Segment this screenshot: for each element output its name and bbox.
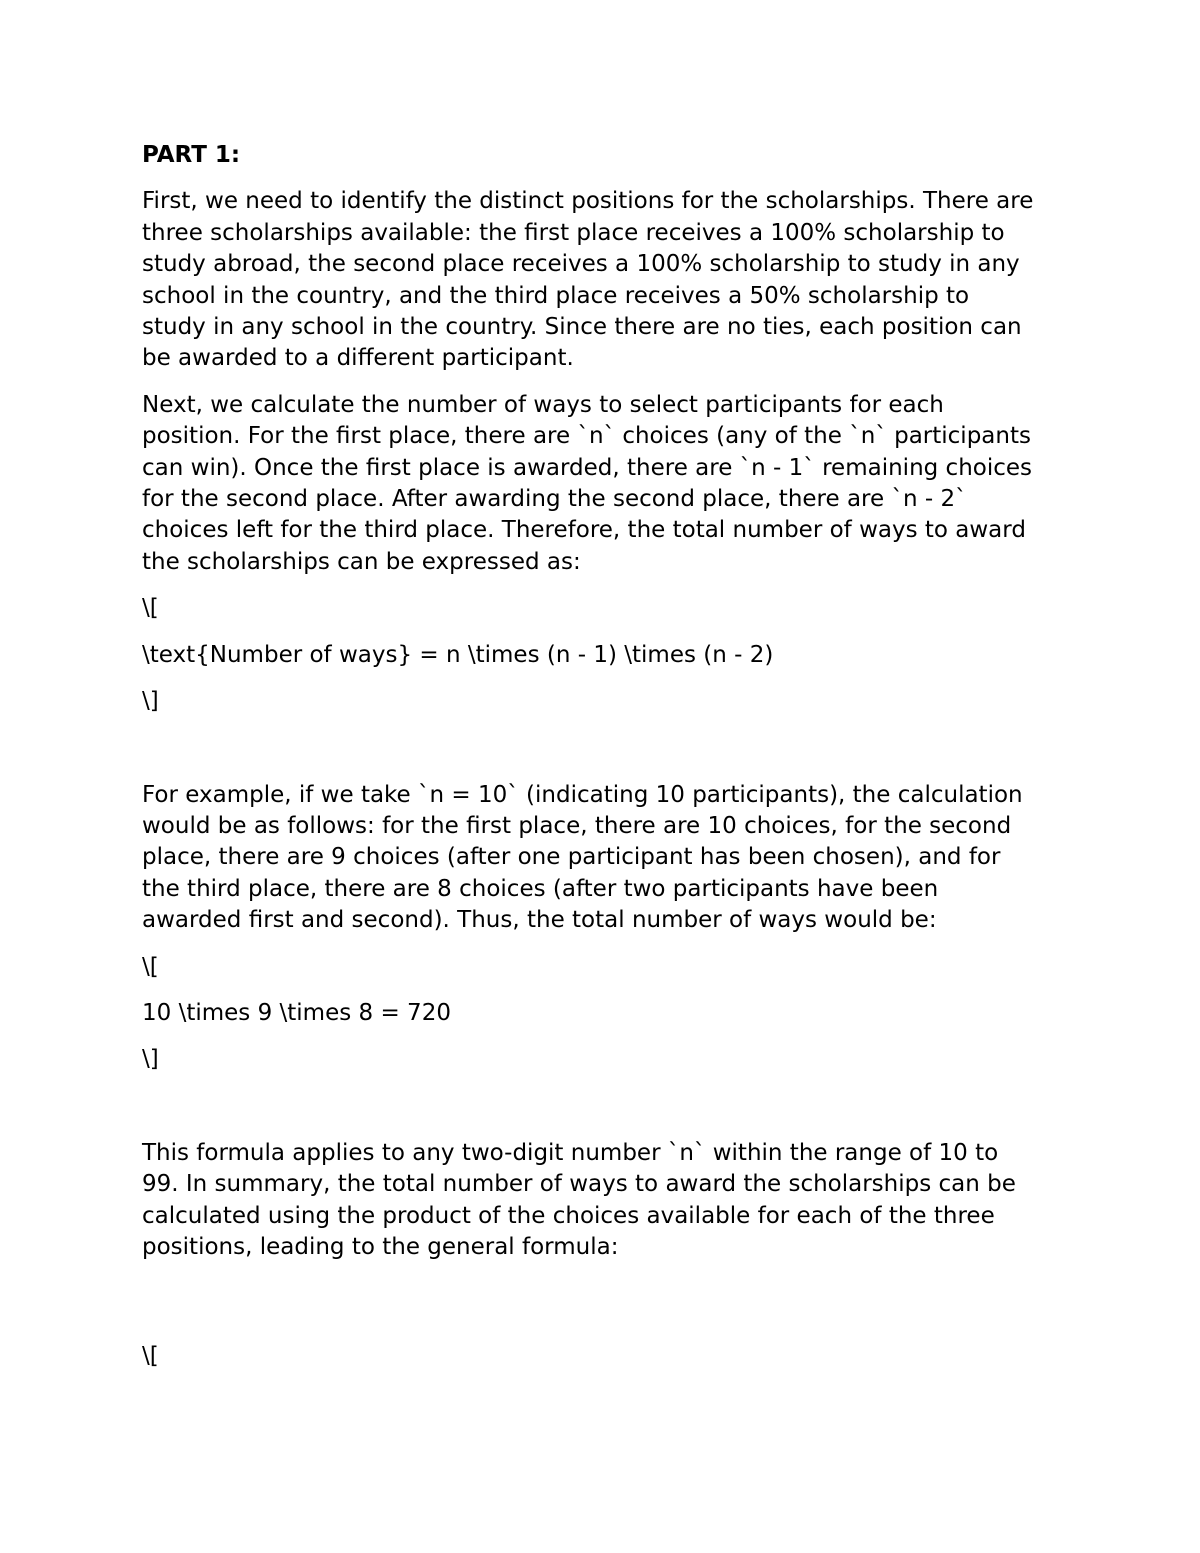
formula-1-body: \text{Number of ways} = n \times (n - 1) \times (n - 2): [142, 641, 774, 668]
formula-2-body: 10 \times 9 \times 8 = 720: [142, 999, 451, 1026]
paragraph-summary: This formula applies to any two-digit number `n` within the range of 10 to 99. In summary, the total number of ways to award the scholarships can be calculated using the product of the choices available for each of the three positions, leading to the general formula:: [142, 1139, 1016, 1260]
formula-2-close: \]: [142, 1046, 159, 1073]
section-heading: PART 1:: [142, 142, 241, 168]
document-page: [142, 140, 1072, 1388]
paragraph-example: For example, if we take `n = 10` (indicating 10 participants), the calculation would be as follows: for the first place, there are 10 choices, for the second place, there are 9 choices (after one participant has been chosen), and for the third place, there are 8 choices (after two participants have been awarded first and second). Thus, the total number of ways would be:: [142, 781, 1023, 934]
spacer: [142, 1091, 1072, 1138]
formula-3-open: \[: [142, 1343, 159, 1370]
formula-2-open: \[: [142, 953, 159, 980]
paragraph-calculation: Next, we calculate the number of ways to select participants for each position. For the first place, there are `n` choices (any of the `n` participants can win). Once the first place is awarded, there are `n - 1` remaining choices for the second place. After awarding the second place, there are `n - 2` choices left for the third place. Therefore, the total number of ways to award the scholarships can be expressed as:: [142, 391, 1033, 575]
formula-1-open: \[: [142, 595, 159, 622]
spacer: [142, 1278, 1072, 1341]
spacer: [142, 733, 1072, 780]
paragraph-positions: First, we need to identify the distinct positions for the scholarships. There are three scholarships available: the first place receives a 100% scholarship to study abroad, the second place receives a 100% scholarship to study in any school in the country, and the third place receives a 50% scholarship to study in any school in the country. Since there are no ties, each position can be awarded to a different participant.: [142, 188, 1034, 372]
formula-1-close: \]: [142, 688, 159, 715]
